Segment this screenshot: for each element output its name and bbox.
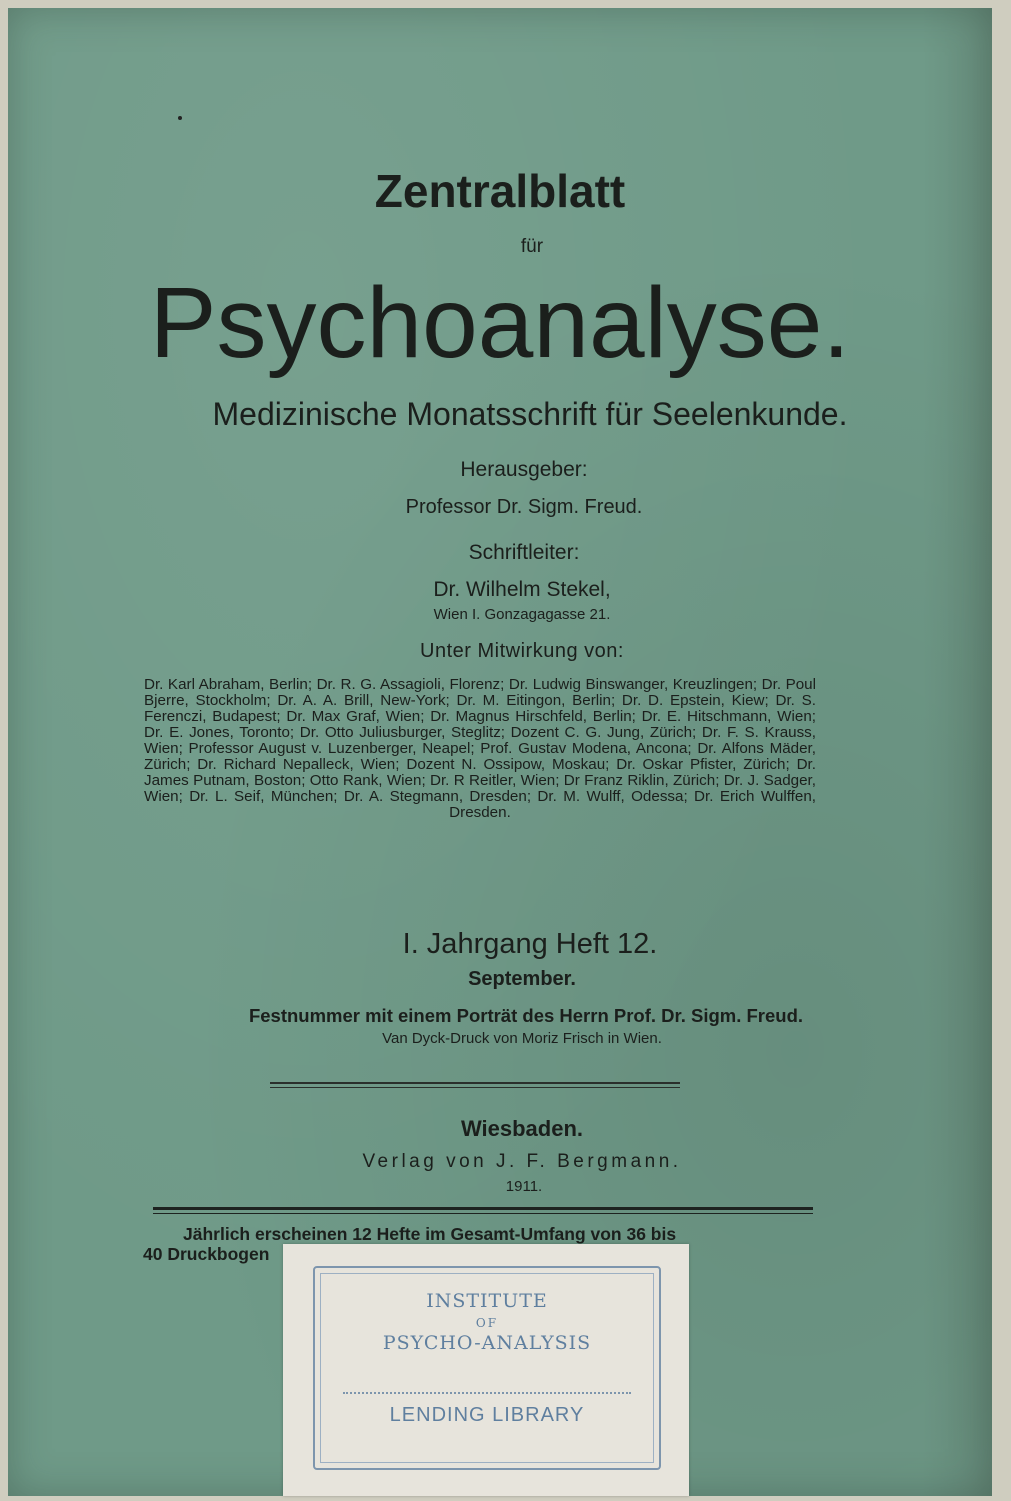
label-lending-library: LENDING LIBRARY: [389, 1404, 585, 1426]
subtitle: Medizinische Monatsschrift für Seelenkunde.: [212, 396, 848, 432]
schriftleiter-name: Dr. Wilhelm Stekel,: [433, 578, 611, 601]
festnummer-note: Festnummer mit einem Porträt des Herrn Prof. Dr. Sigm. Freud.: [248, 1005, 804, 1026]
contributors-list: Dr. Karl Abraham, Berlin; Dr. R. G. Assagioli, Florenz; Dr. Ludwig Binswanger, Kreuzlingen; Dr. Poul Bjerre, Stockholm; Dr. A. A. Brill, New-York; Dr. M. Eitingon, Berlin; Dr. D. Epstein, Kiew; Dr. S. Ferenczi, Budapest; Dr. Max Graf, Wien; Dr. Magnus Hirschfeld, Berlin; Dr. E. Hitschmann, Wien; Dr. E. Jones, Toronto; Dr. Otto Juliusburger, Steglitz; Dozent C. G. Jung, Zürich; Dr. F. S. Krauss, Wien; Professor August v. Luzenberger, Neapel; Prof. Gustav Modena, Ancona; Dr. Alfons Mäder, Zürich; Dr. Richard Nepalleck, Wien; Dozent N. Ossipow, Moskau; Dr. Oskar Pfister, Zürich; Dr. James Putnam, Boston; Otto Rank, Wien; Dr. R Reitler, Wien; Dr Franz Riklin, Zürich; Dr. J. Sadger, Wien; Dr. L. Seif, München; Dr. A. Stegmann, Dresden; Dr. M. Wulff, Odessa; Dr. Erich Wulffen, Dresden.: [144, 676, 816, 821]
publisher-name: Verlag von J. F. Bergmann.: [362, 1151, 682, 1172]
herausgeber-name: Professor Dr. Sigm. Freud.: [405, 496, 643, 518]
publication-year: 1911.: [505, 1178, 543, 1195]
label-of: OF: [475, 1316, 499, 1330]
ink-speck: [178, 116, 182, 120]
issue-month: September.: [468, 968, 576, 990]
library-label: [283, 1244, 689, 1496]
publisher-city: Wiesbaden.: [460, 1116, 584, 1141]
contributors-label: Unter Mitwirkung von:: [420, 640, 624, 662]
title-fuer: für: [520, 236, 544, 257]
herausgeber-label: Herausgeber:: [460, 458, 588, 481]
divider-short: [270, 1082, 680, 1084]
label-psycho-analysis: PSYCHO-ANALYSIS: [382, 1332, 592, 1354]
issue-volume: I. Jahrgang Heft 12.: [402, 928, 658, 960]
title-psychoanalyse: Psychoanalyse.: [149, 267, 851, 379]
subscription-note-line2: 40 Druckbogen: [143, 1244, 270, 1264]
schriftleiter-label: Schriftleiter:: [468, 541, 580, 564]
library-label-frame: [313, 1266, 661, 1470]
label-institute: INSTITUTE: [426, 1290, 548, 1312]
print-credit: Van Dyck-Druck von Moriz Frisch in Wien.: [382, 1030, 662, 1047]
schriftleiter-address: Wien I. Gonzagagasse 21.: [433, 606, 611, 623]
divider-long: [153, 1207, 813, 1210]
title-zentralblatt: Zentralblatt: [374, 165, 626, 217]
subscription-note-line1: Jährlich erscheinen 12 Hefte im Gesamt-Umfang von 36 bis: [183, 1224, 677, 1244]
label-dotted-rule: [343, 1392, 631, 1394]
cover-edge-shadow: [922, 8, 992, 1496]
